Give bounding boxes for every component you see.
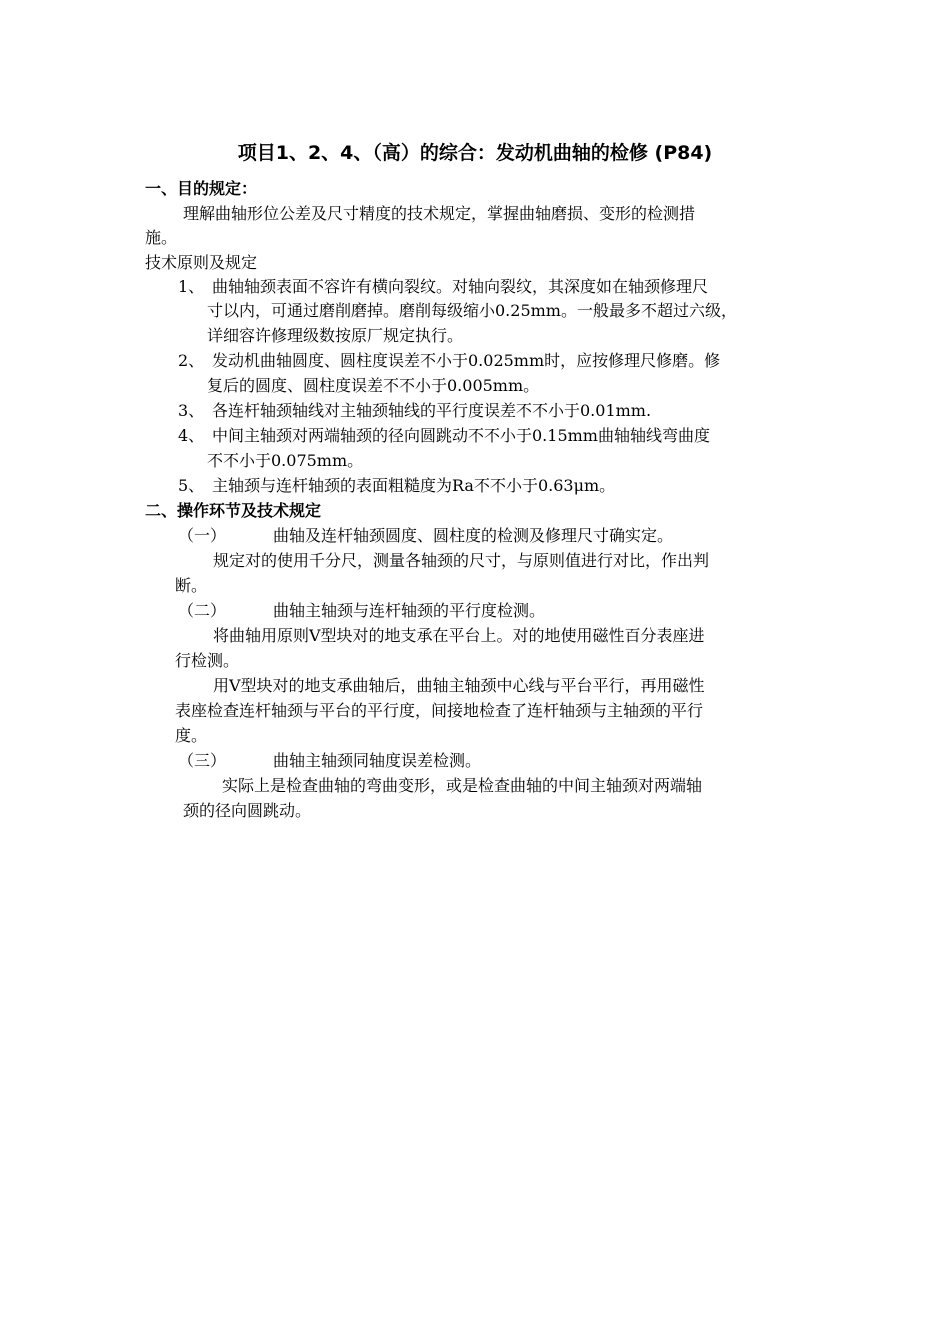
procedure-part-3-para-line-2: 颈的径向圆跳动。: [183, 801, 312, 820]
procedure-part-2-para-1-line-1: 将曲轴用原则V型块对的地支承在平台上。对的地使用磁性百分表座进: [213, 626, 705, 645]
procedure-part-2-para-2-line-3: 度。: [175, 726, 208, 745]
rule-item-text: 各连杆轴颈轴线对主轴颈轴线的平行度误差不不小于0.01mm.: [212, 401, 652, 420]
procedure-part-2-para-1-line-2: 行检测。: [175, 651, 240, 670]
procedure-part-2-para-2-line-1: 用V型块对的地支承曲轴后，曲轴主轴颈中心线与平台平行，再用磁性: [213, 676, 705, 695]
rule-item-4: [178, 425, 710, 447]
procedure-part-1: [178, 525, 673, 547]
subheading-principles: 技术原则及规定: [145, 253, 258, 272]
rule-item-text: 发动机曲轴圆度、圆柱度误差不小于0.025mm时，应按修理尺修磨。修: [212, 351, 721, 370]
rule-item-3: [178, 400, 651, 422]
rule-item-2: [178, 350, 720, 372]
rule-item-number: 4、: [178, 426, 205, 445]
rule-item-5: [178, 475, 615, 497]
rule-item-4-line-2: 不不小于0.075mm。: [207, 451, 364, 470]
rule-item-text: 中间主轴颈对两端轴颈的径向圆跳动不不小于0.15mm曲轴轴线弯曲度: [212, 426, 710, 445]
document-title: 项目1、2、4、（高）的综合：发动机曲轴的检修 (P84): [237, 142, 713, 164]
procedure-part-3-para-line-1: 实际上是检查曲轴的弯曲变形，或是检查曲轴的中间主轴颈对两端轴: [222, 776, 703, 795]
procedure-part-3: [178, 750, 481, 772]
rule-item-1-line-3: 详细容许修理级数按原厂规定执行。: [207, 326, 464, 345]
rule-item-text: 主轴颈与连杆轴颈的表面粗糙度为Ra不不小于0.63μm。: [212, 476, 616, 495]
rule-item-number: 1、: [178, 277, 205, 296]
rule-item-number: 2、: [178, 351, 205, 370]
procedure-part-title: 曲轴及连杆轴颈圆度、圆柱度的检测及修理尺寸确实定。: [273, 526, 674, 545]
procedure-part-number: （一）: [178, 526, 227, 545]
rule-item-number: 3、: [178, 401, 205, 420]
procedure-part-number: （二）: [178, 601, 227, 620]
procedure-part-2-para-2-line-2: 表座检查连杆轴颈与平台的平行度，间接地检查了连杆轴颈与主轴颈的平行: [175, 701, 704, 720]
rule-item-1: [178, 276, 708, 298]
procedure-part-2: [178, 600, 545, 622]
procedure-part-1-para-line-2: 断。: [175, 576, 208, 595]
procedure-part-title: 曲轴主轴颈与连杆轴颈的平行度检测。: [273, 601, 546, 620]
rule-item-text: 曲轴轴颈表面不容许有横向裂纹。对轴向裂纹，其深度如在轴颈修理尺: [212, 277, 709, 296]
procedure-part-title: 曲轴主轴颈同轴度误差检测。: [273, 751, 482, 770]
purpose-line-1: 理解曲轴形位公差及尺寸精度的技术规定，掌握曲轴磨损、变形的检测措: [183, 204, 696, 223]
procedure-part-number: （三）: [178, 751, 227, 770]
rule-item-2-line-2: 复后的圆度、圆柱度误差不不小于0.005mm。: [207, 376, 540, 395]
procedure-part-1-para-line-1: 规定对的使用千分尺，测量各轴颈的尺寸，与原则值进行对比，作出判: [213, 551, 710, 570]
rule-item-number: 5、: [178, 476, 205, 495]
section-2-heading: 二、操作环节及技术规定: [145, 501, 322, 520]
section-1-heading: 一、目的规定：: [145, 179, 258, 198]
purpose-line-2: 施。: [145, 228, 178, 247]
rule-item-1-line-2: 寸以内，可通过磨削磨掉。磨削每级缩小0.25mm。一般最多不超过六级，: [207, 301, 737, 320]
